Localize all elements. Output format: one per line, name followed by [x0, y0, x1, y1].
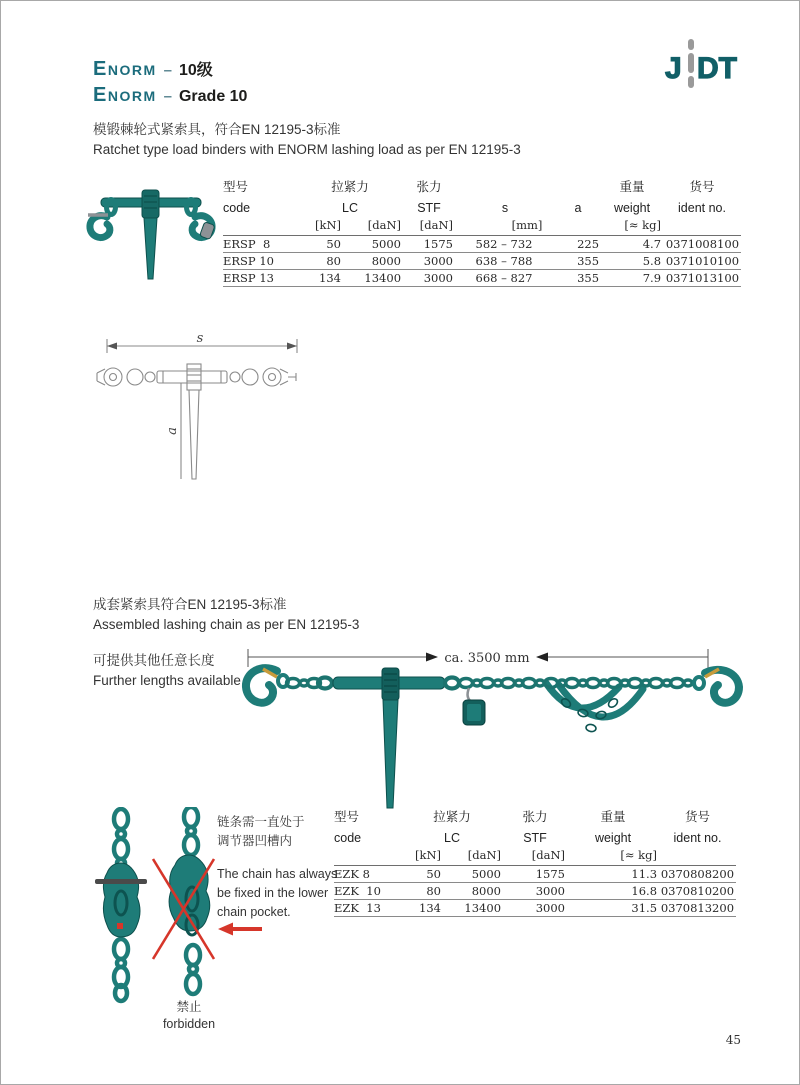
grade-zh: 10级 [178, 62, 213, 79]
table-cell: 5.8 [601, 253, 663, 270]
ratchet-handle [383, 700, 398, 808]
col-weight: weight [613, 201, 651, 215]
further-lengths [93, 651, 245, 691]
col-weight: weight [594, 831, 632, 845]
page-number: 45 [725, 1033, 741, 1047]
section2-zh: 成套紧索具符合EN 12195-3标准 [93, 597, 287, 612]
table-cell: 3000 [403, 253, 455, 270]
col-weight-zh: 重量 [619, 180, 645, 194]
col-code-zh: 型号 [223, 180, 249, 194]
col-a: a [574, 201, 582, 215]
table-cell: 638 – 788 [455, 253, 555, 270]
assembled-chain-photo [241, 643, 776, 813]
table-cell: 50 [297, 236, 343, 253]
chain-links-mid [460, 679, 545, 688]
further-zh: 可提供其他任意长度 [93, 653, 215, 668]
table-cell: 80 [401, 883, 443, 900]
col-ident-zh: 货号 [685, 810, 711, 824]
table-units-row [334, 847, 736, 866]
table-cell: 4.7 [601, 236, 663, 253]
table-row [334, 866, 736, 883]
table-cell: 13400 [343, 270, 403, 287]
dimension-drawing [93, 331, 308, 483]
title-line-zh [93, 57, 247, 83]
table-cell: 355 [555, 253, 601, 270]
brand-name: Enorm [93, 84, 157, 106]
unit-dan: [daN] [343, 217, 403, 236]
col-code: code [334, 831, 362, 845]
table-cell: 0370808200 [660, 867, 735, 881]
brand-name: Enorm [93, 58, 157, 80]
note-en: The chain has always be fixed in the lower chain pocket. [217, 867, 338, 919]
table-cell: 3000 [503, 883, 567, 900]
ratchet-block [382, 668, 399, 700]
note-zh: 链条需一直处于 调节器凹槽内 [217, 815, 305, 848]
table-cell: 16.8 [567, 883, 659, 900]
adjuster-pin [95, 879, 147, 884]
table-cell: 50 [401, 866, 443, 883]
arrow-left [107, 343, 117, 350]
chain-links-right [545, 679, 693, 688]
lashing-chain-spec-table [334, 807, 736, 917]
table-cell: 134 [297, 270, 343, 287]
col-lc-zh: 拉紧力 [433, 810, 471, 824]
table-cell: 134 [401, 900, 443, 917]
unit-dan: [daN] [443, 847, 503, 866]
col-ident: ident no. [673, 831, 722, 845]
col-stf: STF [417, 201, 441, 215]
intro-zh: 模锻棘轮式紧索具，符合EN 12195-3标准 [93, 122, 341, 137]
table-cell: 0371008100 [663, 236, 741, 253]
title-dash: – [163, 62, 172, 79]
ratchet-housing [142, 190, 159, 218]
table-cell: 80 [297, 253, 343, 270]
unit-stf-dan: [daN] [403, 217, 455, 236]
table-row [223, 236, 741, 253]
table-cell: ERSP 10 [223, 253, 297, 270]
table-cell: 582 – 732 [455, 236, 555, 253]
table-cell: ERSP 13 [223, 270, 297, 287]
table-header-zh [223, 177, 741, 201]
grade-en: Grade 10 [178, 88, 248, 105]
chain-length-label: ca. 3500 mm [444, 651, 530, 666]
col-stf-zh: 张力 [416, 180, 442, 194]
further-en: Further lengths available. [93, 673, 245, 688]
dim-a-label: a [165, 427, 180, 435]
logo-dash-mid [688, 53, 694, 73]
unit-kn: [kN] [401, 847, 443, 866]
table-header-zh [334, 807, 736, 831]
col-stf: STF [523, 831, 547, 845]
title-dash: – [163, 88, 172, 105]
table-cell: 225 [555, 236, 601, 253]
col-ident: ident no. [678, 201, 726, 215]
table-row [334, 900, 736, 917]
unit-kg: [≈ kg] [567, 847, 659, 866]
table-cell: EZK 13 [334, 900, 401, 917]
svg-text:DT: DT [697, 52, 737, 85]
table-row [223, 253, 741, 270]
logo-dash-bottom [688, 76, 694, 88]
table-cell: 668 – 827 [455, 270, 555, 287]
table-header-en [223, 201, 741, 217]
right-shackle [200, 222, 215, 240]
unit-kg: [≈ kg] [601, 217, 663, 236]
binder-spec-table [223, 177, 741, 287]
table-cell: 1575 [403, 236, 455, 253]
logo-dash-top [688, 39, 694, 50]
table-row [223, 270, 741, 287]
table-cell: 8000 [343, 253, 403, 270]
table-cell: 13400 [443, 900, 503, 917]
col-ident-zh: 货号 [689, 180, 715, 194]
table-cell: 31.5 [567, 900, 659, 917]
section2-en: Assembled lashing chain as per EN 12195-3 [93, 617, 360, 632]
table-units-row [223, 217, 741, 236]
binder-end-link [318, 678, 332, 689]
page-title [93, 57, 247, 109]
table-row [334, 883, 736, 900]
unit-kn: [kN] [297, 217, 343, 236]
col-lc: LC [342, 201, 358, 215]
table-cell: 5000 [443, 866, 503, 883]
table-cell: EZK 10 [334, 883, 401, 900]
col-lc-zh: 拉紧力 [331, 180, 369, 194]
col-s: s [501, 201, 509, 215]
col-weight-zh: 重量 [600, 810, 626, 824]
red-marker [117, 923, 123, 929]
table-header-en [334, 831, 736, 847]
unit-mm: [mm] [455, 217, 601, 236]
left-hook [90, 216, 110, 238]
dim-arrow-right [426, 653, 438, 662]
load-binder-photo [85, 165, 219, 285]
red-arrow-icon [217, 921, 263, 937]
dim-s-label: s [196, 331, 204, 346]
table-cell: EZK 8 [334, 866, 401, 883]
intro-en: Ratchet type load binders with ENORM lashing load as per EN 12195-3 [93, 142, 521, 157]
right-hook-eye [694, 677, 704, 689]
table-cell: 0371013100 [663, 270, 741, 287]
table-cell: 5000 [343, 236, 403, 253]
binder-handle [144, 218, 157, 279]
table-cell: 3000 [503, 900, 567, 917]
dim-arrow-left [536, 653, 548, 662]
intro-block [93, 120, 521, 160]
table-cell: 0371010100 [663, 253, 741, 270]
table-cell: 0370810200 [660, 884, 735, 898]
col-code-zh: 型号 [334, 810, 360, 824]
ratchet-outline [187, 364, 201, 390]
col-code: code [223, 201, 251, 215]
table-cell: 355 [555, 270, 601, 287]
forbidden-caption: 禁止 forbidden [162, 1000, 216, 1031]
table-cell: 11.3 [567, 866, 659, 883]
table-cell: 8000 [443, 883, 503, 900]
table-cell: 1575 [503, 866, 567, 883]
binder-end-link2 [445, 678, 459, 689]
col-lc: LC [444, 831, 460, 845]
svg-text:J: J [665, 52, 682, 85]
unit-stf-dan: [daN] [503, 847, 567, 866]
arrow-right [287, 343, 297, 350]
table-cell: 3000 [403, 270, 455, 287]
table-cell: 0370813200 [660, 901, 735, 915]
table-cell: 7.9 [601, 270, 663, 287]
chain-links-left [287, 679, 321, 688]
chain-pocket-figure [89, 807, 217, 1005]
title-line-en [93, 83, 247, 109]
col-stf-zh: 张力 [522, 810, 548, 824]
table-cell: ERSP 8 [223, 236, 297, 253]
section2-title [93, 595, 359, 635]
jdt-logo [661, 39, 745, 95]
